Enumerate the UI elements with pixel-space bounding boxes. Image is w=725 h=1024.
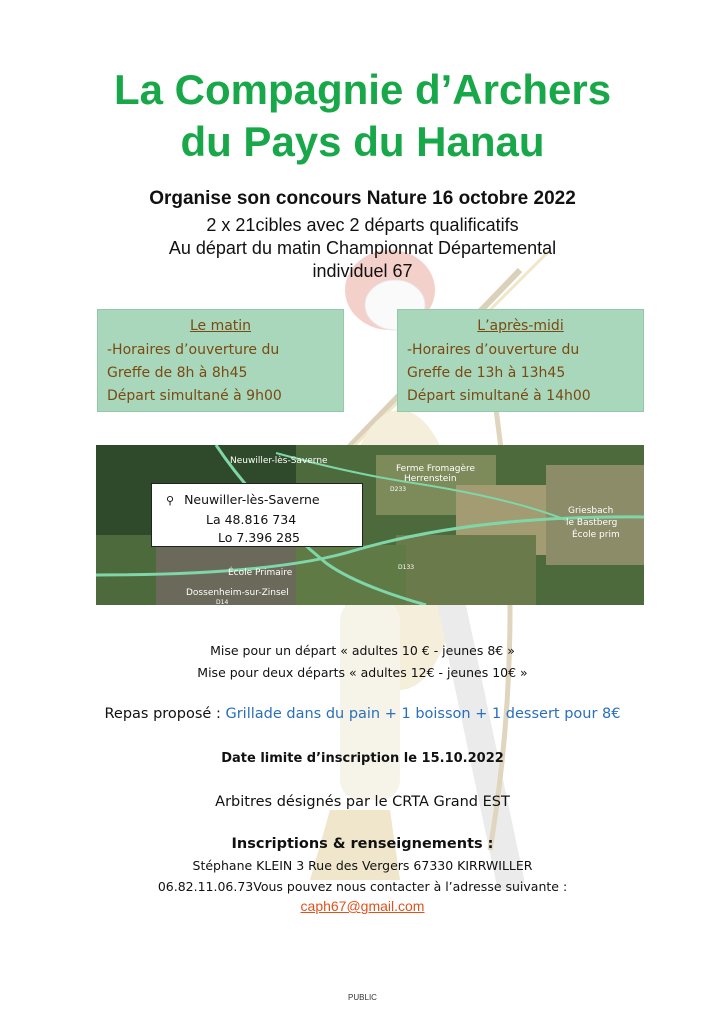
coordinates-box [151, 483, 363, 547]
morning-line-3: Départ simultané à 9h00 [107, 388, 282, 404]
map-label-bastberg: le Bastberg [566, 518, 618, 528]
contact-address: Stéphane KLEIN 3 Rue des Vergers 67330 KIRRWILLER [192, 858, 533, 873]
meal-menu: Grillade dans du pain + 1 boisson + 1 dessert pour 8€ [225, 706, 621, 722]
map-road-d133: D133 [398, 564, 415, 571]
map-label-ferme: Ferme Fromagère [396, 464, 476, 474]
coordinates-longitude: Lo 7.396 285 [218, 530, 300, 545]
title-line-1: La Compagnie d’Archers [113, 66, 612, 113]
coordinates-latitude: La 48.816 734 [206, 512, 297, 527]
email-link[interactable]: caph67@gmail.com [300, 898, 425, 914]
morning-line-1: -Horaires d’ouverture du [107, 342, 280, 358]
morning-schedule-box [97, 309, 344, 412]
map-label-ecole-right: École prim [572, 530, 620, 540]
afternoon-line-2: Greffe de 13h à 13h45 [407, 365, 566, 381]
map-label-griesbach: Griesbach [568, 506, 614, 516]
map-pin-icon: ⚲ [166, 494, 175, 507]
morning-line-2: Greffe de 8h à 8h45 [107, 365, 248, 381]
contact-title: Inscriptions & renseignements : [231, 836, 494, 852]
meal-label: Repas proposé : [104, 706, 221, 722]
intro-line-2: Au départ du matin Championnat Départemental [168, 238, 557, 258]
entry-fees [0, 640, 725, 684]
map-road-d233: D233 [390, 486, 407, 493]
contact-phone: 06.82.11.06.73Vous pouvez nous contacter à l’adresse suivante : [157, 879, 568, 894]
contact-email [0, 898, 725, 914]
map-label-ecole-left: École Primaire [228, 568, 293, 578]
map-label-neuwiller: Neuwiller-lès-Saverne [230, 456, 328, 466]
intro-line-1: 2 x 21cibles avec 2 départs qualificatifs [206, 215, 519, 235]
map-road-d14: D14 [216, 599, 229, 605]
title-line-2: du Pays du Hanau [180, 118, 545, 165]
afternoon-heading: L’après-midi [477, 318, 564, 334]
coordinates-place-row [166, 492, 320, 507]
map-label-herrenstein: Herrenstein [404, 474, 457, 484]
referees-note: Arbitres désignés par le CRTA Grand EST [215, 794, 510, 810]
fee-line-1: Mise pour un départ « adultes 10 € - jeunes 8€ » [210, 643, 515, 658]
event-subtitle: Organise son concours Nature 16 octobre 2022 [149, 188, 576, 209]
morning-heading: Le matin [189, 318, 252, 334]
event-intro [0, 214, 725, 283]
footer-classification: PUBLIC [348, 993, 377, 1002]
afternoon-schedule-box [397, 309, 644, 412]
fee-line-2: Mise pour deux départs « adultes 12€ - jeunes 10€ » [197, 665, 528, 680]
coordinates-place: Neuwiller-lès-Saverne [184, 492, 320, 507]
afternoon-line-3: Départ simultané à 14h00 [407, 388, 591, 404]
intro-line-3: individuel 67 [312, 261, 413, 281]
meal-offer [0, 706, 725, 722]
map-label-dossenheim: Dossenheim-sur-Zinsel [186, 588, 289, 598]
afternoon-line-1: -Horaires d’ouverture du [407, 342, 580, 358]
registration-deadline: Date limite d’inscription le 15.10.2022 [221, 751, 504, 766]
